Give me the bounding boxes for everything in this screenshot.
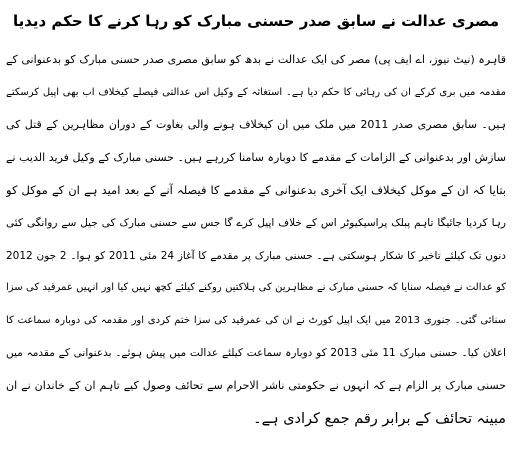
article-line: سازش اور بدعنوانی کے الزامات کے مقدمے کا دوبارہ سامنا کررہے ہیں۔ حسنی مبارک کے وکیل فرید الدیب نے [6, 150, 506, 164]
article-line: اعلان کیا۔ حسنی مبارک 11 مئی 2013 کو دوبارہ سماعت کیلئے عدالت میں پیش ہوئے۔ بدعنوانی کے مقدمہ میں [6, 347, 506, 360]
article-line: کو عدالت نے فیصلہ سنایا کہ حسنی مبارک نے مظاہرین کی ہلاکتیں روکنے کیلئے کچھ نہیں کیا اور انہیں عمرقید کی سزا [6, 282, 506, 294]
article-line: ہیں۔ سابق مصری صدر 2011 میں ملک میں ان کیخلاف ہونے والی بغاوت کے دوران مظاہرین کے قتل کی [6, 118, 506, 132]
article-headline: مصری عدالت نے سابق صدر حسنی مبارک کو رہا کرنے کا حکم دیدیا [12, 12, 500, 30]
article-line: رہا کردیا جائیگا تاہم پبلک پراسیکیوٹر اس کے خلاف اپیل کرے گا جس سے حسنی مبارک کی جیل سے روانگی کئی [6, 216, 506, 229]
article-line: دنوں تک کیلئے تاخیر کا شکار ہوسکتی ہے۔ حسنی مبارک پر مقدمے کا آغاز 24 مئی 2011 کو ہوا۔ 2 جون 2012 [6, 249, 506, 262]
article-line: قاہرہ (نیٹ نیوز، اے ایف پی) مصر کی ایک عدالت نے بدھ کو سابق مصری صدر حسنی مبارک کو بدعنوانی کے [6, 53, 506, 66]
article-line: بتایا کہ ان کے موکل کیخلاف ایک آخری بدعنوانی کے مقدمے کا فیصلہ آنے کے بعد امید ہے ان کے موکل کو [6, 183, 506, 198]
article-line: مبینہ تحائف کے برابر رقم جمع کرادی ہے۔ [253, 410, 506, 427]
article-line: حسنی مبارک پر الزام ہے کہ انہوں نے حکومتی ناشر الاحرام سے تحائف وصول کیے تاہم ان کے خاندان نے ان [6, 378, 506, 392]
article-line: مقدمہ میں بری کرکے ان کی رہائی کا حکم دیا ہے۔ استغاثہ کے وکیل اس عدالتی فیصلے کیخلاف اب بھی اپیل کرسکتے [6, 86, 506, 98]
news-article [6, 4, 506, 458]
article-line: سنائی گئی۔ جنوری 2013 میں ایک اپیل کورٹ نے ان کی عمرقید کی سزا ختم کردی اور مقدمہ کی دوبارہ سماعت کا [6, 314, 506, 326]
article-body [6, 44, 506, 435]
